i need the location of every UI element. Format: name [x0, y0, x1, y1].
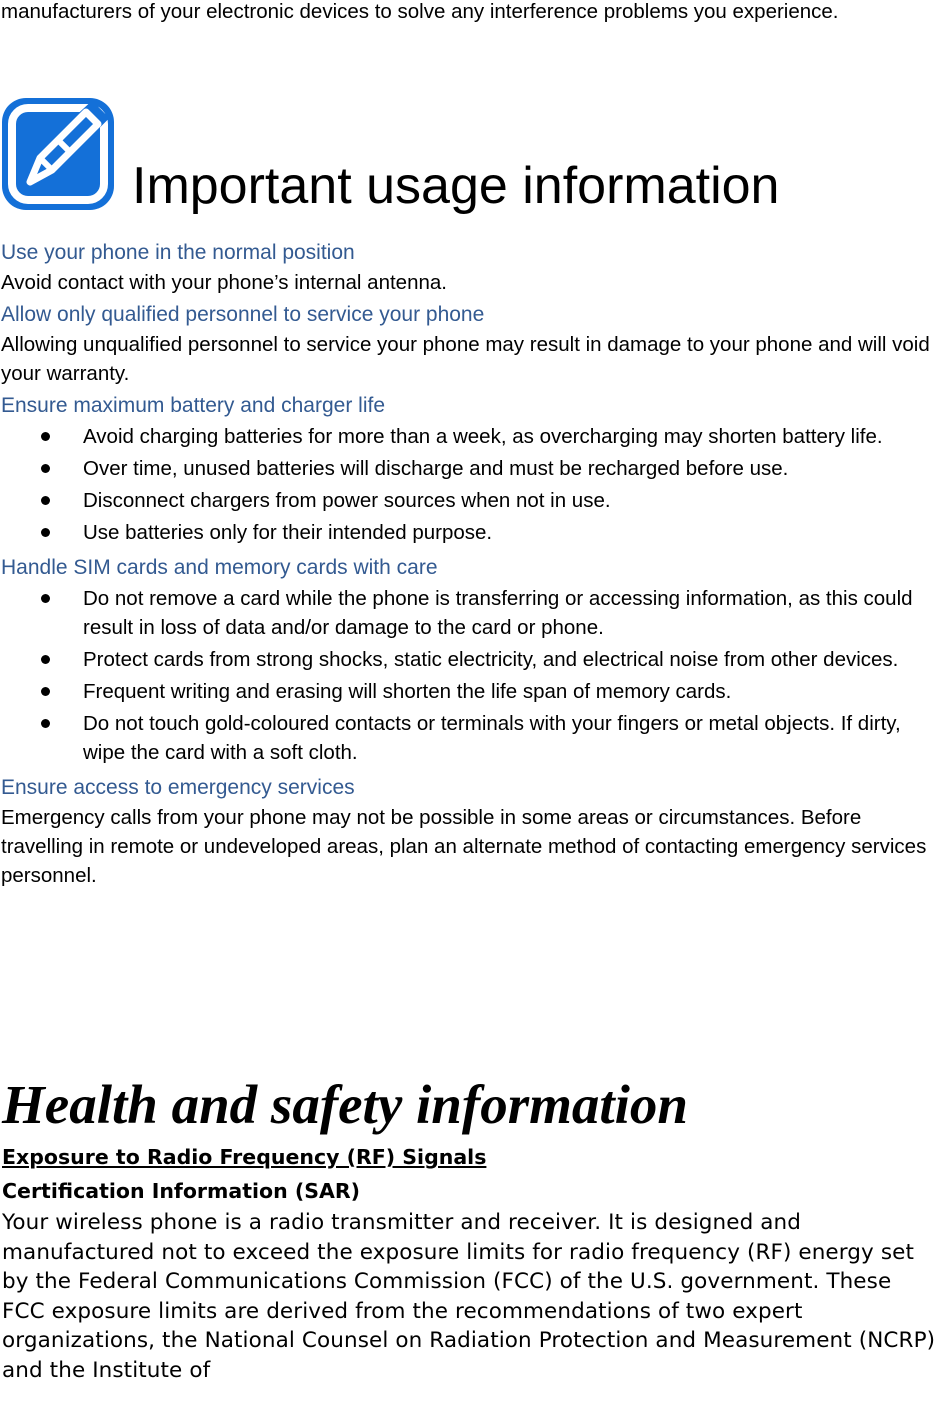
cards-block — [1, 553, 936, 767]
list-item-text: Use batteries only for their intended purpose. — [83, 521, 493, 544]
cards-list — [1, 584, 936, 767]
bullet-icon — [41, 655, 50, 664]
qualified-personnel-block — [1, 300, 936, 388]
cards-heading: Handle SIM cards and memory cards with care — [1, 556, 438, 579]
normal-position-heading: Use your phone in the normal position — [1, 241, 355, 264]
bullet-icon — [41, 719, 50, 728]
bullet-icon — [41, 496, 50, 505]
page-title: Important usage information — [132, 157, 780, 215]
bullet-icon — [41, 594, 50, 603]
list-item — [1, 677, 936, 706]
list-item — [1, 584, 936, 642]
emergency-text: Emergency calls from your phone may not be possible in some areas or circumstances. Before travelling in remote or undeveloped areas, plan an alternate method of contacting emergency services personnel. — [1, 806, 927, 887]
list-item-text: Frequent writing and erasing will shorten the life span of memory cards. — [83, 680, 732, 703]
list-item — [1, 645, 936, 674]
list-item — [1, 422, 936, 451]
list-item — [1, 454, 936, 483]
bullet-icon — [41, 432, 50, 441]
bullet-icon — [41, 528, 50, 537]
section-header — [0, 96, 942, 226]
list-item-text: Do not touch gold-coloured contacts or terminals with your fingers or metal objects. If dirty, wipe the card with a soft cloth. — [83, 712, 901, 764]
rf-heading: Exposure to Radio Frequency (RF) Signals — [2, 1145, 487, 1169]
battery-block — [1, 391, 936, 547]
list-item-text: Do not remove a card while the phone is transferring or accessing information, as this could result in loss of data and/or damage to the card or phone. — [83, 587, 913, 639]
usage-section — [1, 238, 936, 893]
health-title: Health and safety information — [2, 1074, 689, 1135]
qualified-personnel-heading: Allow only qualified personnel to service your phone — [1, 303, 485, 326]
sar-heading: Certification Information (SAR) — [2, 1179, 361, 1203]
normal-position-text: Avoid contact with your phone’s internal antenna. — [1, 271, 447, 294]
list-item-text: Over time, unused batteries will discharge and must be recharged before use. — [83, 457, 789, 480]
battery-heading: Ensure maximum battery and charger life — [1, 394, 385, 417]
intro-paragraph: manufacturers of your electronic devices to solve any interference problems you experience. — [1, 0, 839, 23]
list-item — [1, 518, 936, 547]
list-item-text: Avoid charging batteries for more than a week, as overcharging may shorten battery life. — [83, 425, 883, 448]
pencil-note-icon — [0, 96, 116, 212]
emergency-block — [1, 773, 936, 890]
bullet-icon — [41, 687, 50, 696]
health-section — [2, 1072, 940, 1385]
emergency-heading: Ensure access to emergency services — [1, 776, 355, 799]
list-item-text: Disconnect chargers from power sources when not in use. — [83, 489, 611, 512]
list-item — [1, 486, 936, 515]
battery-list — [1, 422, 936, 547]
list-item — [1, 709, 936, 767]
sar-text: Your wireless phone is a radio transmitter and receiver. It is designed and manufactured not to exceed the exposure limits for radio frequency (RF) energy set by the Federal Communications Commission (FCC) of the U.S. government. These FCC exposure limits are derived from the recommendations of two expert organizations, the National Counsel on Radiation Protection and Measurement (NCRP) and the Institute of — [2, 1210, 936, 1383]
list-item-text: Protect cards from strong shocks, static electricity, and electrical noise from other devices. — [83, 648, 899, 671]
bullet-icon — [41, 464, 50, 473]
qualified-personnel-text: Allowing unqualified personnel to service your phone may result in damage to your phone and will void your warranty. — [1, 333, 930, 385]
normal-position-block — [1, 238, 936, 297]
